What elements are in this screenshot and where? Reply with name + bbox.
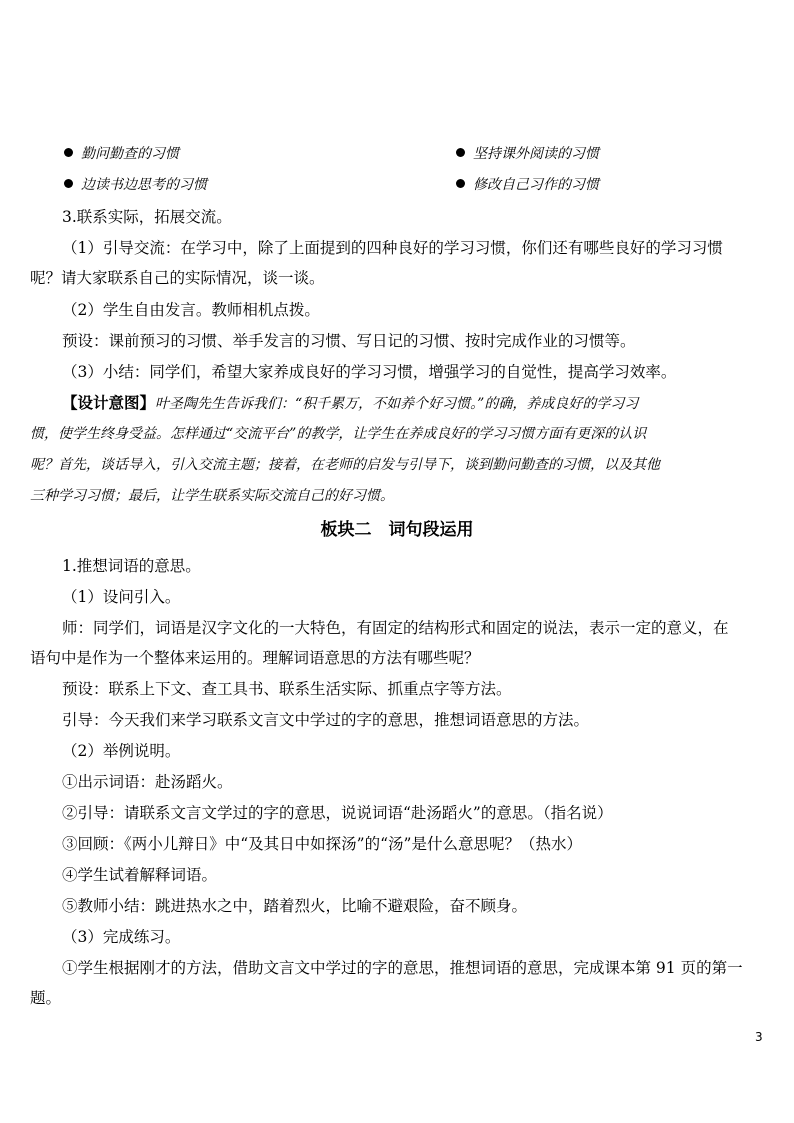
paragraph-line: ①学生根据刚才的方法，借助文言文中学过的字的意思，推想词语的意思，完成课本第 91 页的第一 — [62, 959, 743, 977]
paragraph-line: ③回顾：《两小儿辩日》中“及其日中如探汤”的“汤”是什么意思呢？（热水） — [62, 835, 582, 853]
paragraph-line: （1）设问引入。 — [62, 588, 181, 606]
design-intent-line: 【设计意图】叶圣陶先生告诉我们：“积千累万，不如养个好习惯。”的确，养成良好的学习习 — [62, 393, 639, 412]
paragraph-line: 语句中是作为一个整体来运用的。理解词语意思的方法有哪些呢？ — [30, 649, 480, 667]
paragraph-line: 预设：课前预习的习惯、举手发言的习惯、写日记的习惯、按时完成作业的习惯等。 — [62, 332, 636, 350]
design-intent-line: 三种学习习惯；最后，让学生联系实际交流自己的好习惯。 — [30, 488, 394, 504]
paragraph-line: ⑤教师小结：跳进热水之中，踏着烈火，比喻不避艰险，奋不顾身。 — [62, 897, 528, 915]
design-intent-line: 呢？首先，谈话导入，引入交流主题；接着，在老师的启发与引导下，谈到勤问勤查的习惯，以及其他 — [30, 457, 660, 473]
paragraph-line: （2）举例说明。 — [62, 742, 181, 760]
page-number: 3 — [755, 1030, 763, 1044]
section-step: 1.推想词语的意思。 — [62, 557, 201, 575]
paragraph-line: ④学生试着解释词语。 — [62, 866, 218, 884]
bullet-dot-icon — [64, 179, 73, 188]
bullet-item: 坚持课外阅读的习惯 — [456, 144, 599, 164]
bullet-dot-icon — [456, 179, 465, 188]
paragraph-line: ②引导：请联系文言文学过的字的意思，说说词语“赴汤蹈火”的意思。（指名说） — [62, 804, 613, 822]
bullet-item: 边读书边思考的习惯 — [64, 175, 207, 195]
design-intent-label: 【设计意图】 — [62, 393, 156, 412]
paragraph-line: （2）学生自由发言。教师相机点拨。 — [62, 301, 320, 319]
paragraph-line: （3）完成练习。 — [62, 928, 181, 946]
paragraph-line: 预设：联系上下文、查工具书、联系生活实际、抓重点字等方法。 — [62, 680, 512, 698]
design-intent-line: 惯，使学生终身受益。怎样通过“交流平台”的教学，让学生在养成良好的学习习惯方面有更深的认识 — [30, 426, 647, 442]
bullet-dot-icon — [456, 148, 465, 157]
bullet-item: 勤问勤查的习惯 — [64, 144, 179, 164]
bullet-dot-icon — [64, 148, 73, 157]
paragraph-line: 引导：今天我们来学习联系文言文中学过的字的意思，推想词语意思的方法。 — [62, 711, 590, 729]
section-heading: 板块二 词句段运用 — [320, 520, 474, 540]
paragraph-line: 题。 — [30, 989, 62, 1007]
paragraph-line: ①出示词语：赴汤蹈火。 — [62, 773, 233, 791]
section-step: 3.联系实际，拓展交流。 — [62, 208, 232, 226]
paragraph-line: 师：同学们，词语是汉字文化的一大特色，有固定的结构形式和固定的说法，表示一定的意义，在 — [62, 619, 729, 637]
paragraph-line: （3）小结：同学们，希望大家养成良好的学习习惯，增强学习的自觉性，提高学习效率。 — [62, 363, 677, 381]
paragraph-line: 呢？请大家联系自己的实际情况，谈一谈。 — [30, 269, 325, 287]
paragraph-line: （1）引导交流：在学习中，除了上面提到的四种良好的学习习惯，你们还有哪些良好的学习习惯 — [62, 239, 723, 257]
bullet-item: 修改自己习作的习惯 — [456, 175, 599, 195]
